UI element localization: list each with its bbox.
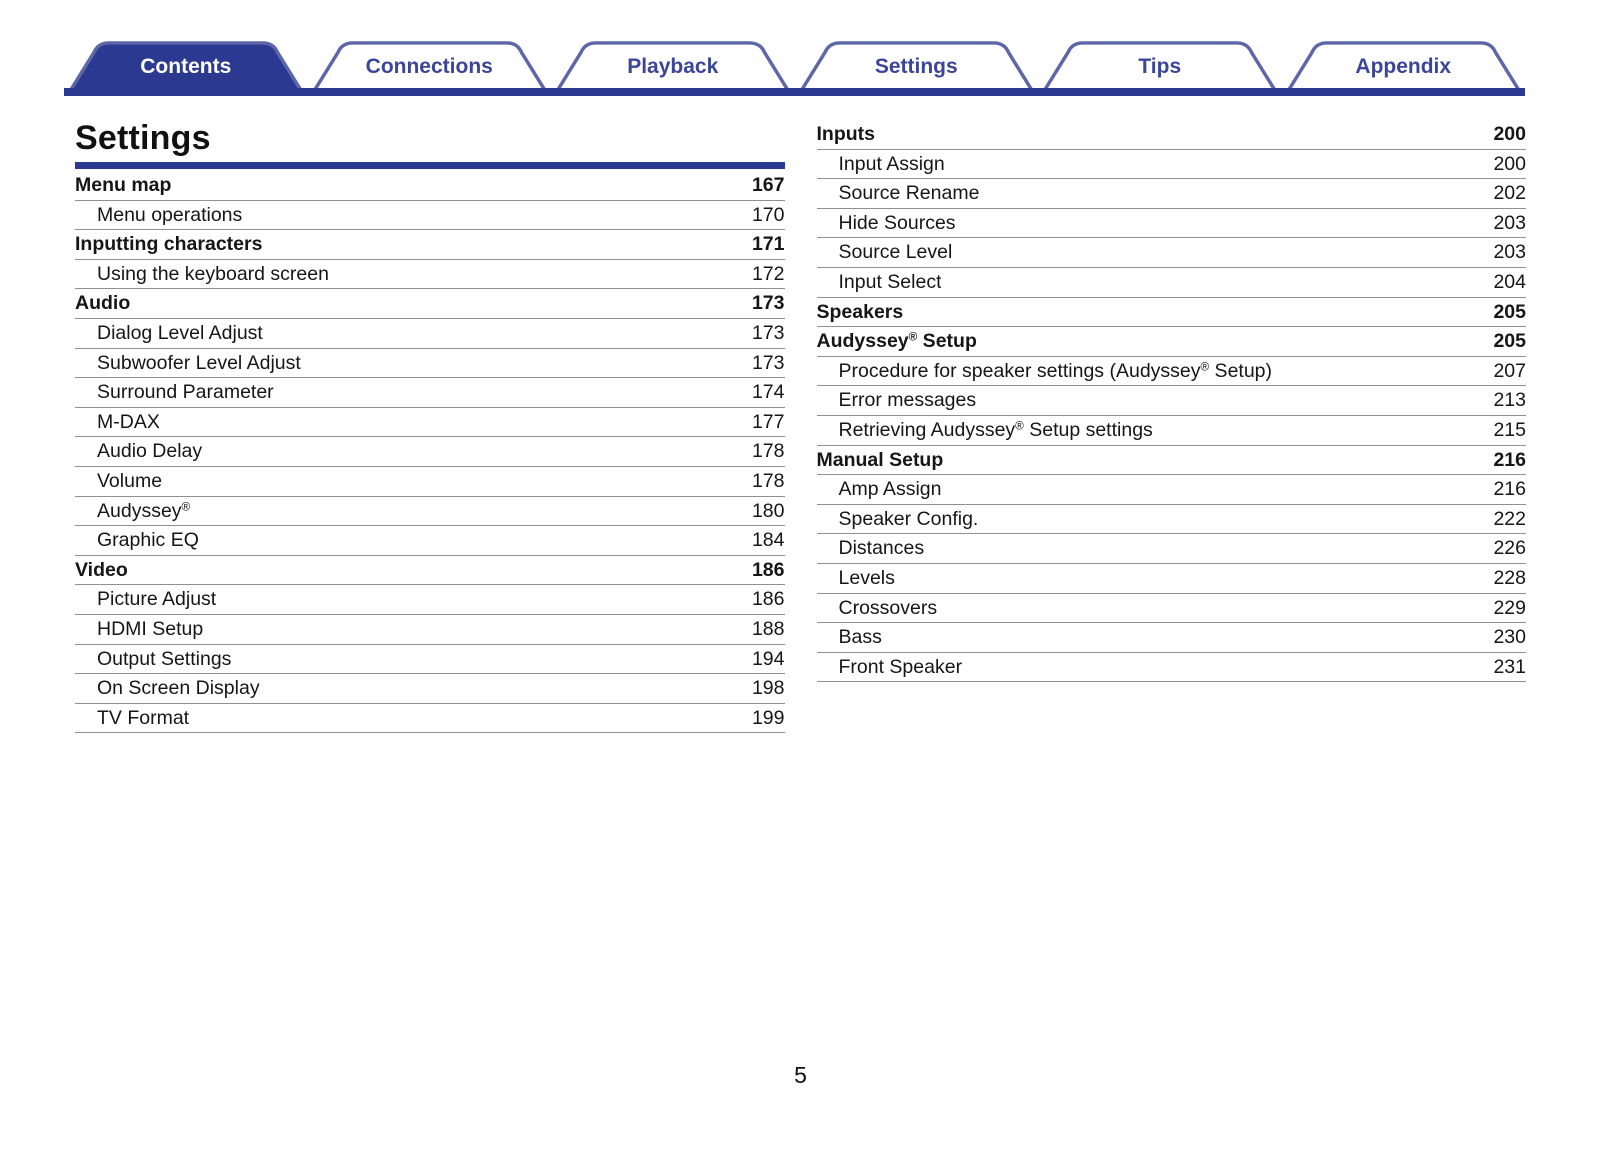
toc-entry-label: Volume	[97, 472, 163, 492]
toc-entry-label: Audio Delay	[97, 442, 203, 462]
toc-page-number: 178	[751, 470, 785, 493]
toc-entry-label: TV Format	[97, 708, 190, 729]
toc-page-number: 215	[1493, 419, 1526, 442]
toc-page-number: 222	[1493, 507, 1526, 530]
toc-row[interactable]	[75, 497, 785, 527]
toc-column-right	[817, 120, 1527, 682]
toc-row[interactable]	[817, 623, 1527, 653]
toc-page-number: 173	[751, 322, 785, 345]
toc-row[interactable]	[75, 260, 785, 290]
toc-entry-label: Video	[75, 560, 128, 581]
toc-row[interactable]	[817, 357, 1527, 387]
toc-entry-label: Graphic EQ	[97, 531, 199, 551]
toc-page-number: 186	[751, 558, 785, 581]
toc-page-number: 167	[751, 174, 785, 197]
toc-page-number: 174	[751, 381, 785, 404]
toc-page-number: 216	[1493, 478, 1526, 501]
tab-label: Tips	[1138, 55, 1182, 78]
toc-row[interactable]	[817, 594, 1527, 624]
toc-entry-label: Levels	[838, 569, 895, 589]
toc-row[interactable]	[75, 556, 785, 586]
toc-entry-label: Inputting characters	[75, 235, 263, 255]
toc-row[interactable]	[817, 327, 1527, 357]
toc-row[interactable]	[75, 230, 785, 260]
toc-page-number: 204	[1493, 271, 1526, 294]
tab-label: Contents	[140, 55, 232, 78]
toc-row[interactable]	[817, 150, 1527, 180]
toc-entry-label: Surround Parameter	[97, 383, 274, 403]
toc-row[interactable]	[817, 505, 1527, 535]
toc-entry-label: On Screen Display	[97, 679, 260, 699]
toc-row[interactable]	[75, 467, 785, 497]
toc-page-number: 205	[1493, 330, 1526, 353]
toc-entry-label: Distances	[838, 539, 925, 559]
toc-entry-label: Manual Setup	[816, 450, 944, 471]
toc-row[interactable]	[817, 653, 1527, 683]
toc-row[interactable]	[817, 268, 1527, 298]
toc-page-number: 226	[1493, 537, 1526, 560]
toc-entry-label: Retrieving Audyssey® Setup settings	[838, 421, 1153, 441]
toc-row[interactable]	[75, 437, 785, 467]
tab-label: Appendix	[1355, 55, 1452, 78]
toc-entry-label: Bass	[838, 628, 882, 648]
toc-page-number: 177	[751, 410, 785, 433]
toc-page-number: 203	[1493, 241, 1526, 264]
tab-label: Playback	[627, 55, 719, 78]
toc-entry-label: Dialog Level Adjust	[97, 324, 263, 344]
toc-page-number: 202	[1493, 182, 1526, 205]
toc-entry-label: Error messages	[838, 391, 977, 411]
toc-row[interactable]	[75, 526, 785, 556]
toc-row[interactable]	[75, 378, 785, 408]
toc-row[interactable]	[817, 475, 1527, 505]
toc-entry-label: Speaker Config.	[838, 509, 979, 530]
toc-entry-label: Picture Adjust	[97, 590, 217, 610]
toc-page-number: 186	[751, 588, 785, 611]
toc-row[interactable]	[75, 674, 785, 704]
page-number: 5	[794, 1062, 807, 1088]
toc-right-section	[817, 120, 1527, 733]
toc-row[interactable]	[75, 615, 785, 645]
toc-page-number: 229	[1493, 596, 1526, 619]
toc-row[interactable]	[817, 534, 1527, 564]
toc-row[interactable]	[817, 386, 1527, 416]
toc-row[interactable]	[817, 446, 1527, 476]
toc-entry-label: Output Settings	[97, 649, 232, 670]
toc-page-number: 198	[751, 677, 785, 700]
toc-row[interactable]	[817, 238, 1527, 268]
toc-page-number: 171	[751, 233, 785, 256]
toc-page-number: 173	[751, 351, 785, 374]
manual-contents-page	[0, 40, 1600, 1088]
toc-page-number: 213	[1493, 389, 1526, 412]
toc-page-number: 199	[751, 706, 785, 729]
toc-row[interactable]	[75, 585, 785, 615]
toc-entry-label: Source Level	[838, 243, 953, 263]
toc-row[interactable]	[75, 289, 785, 319]
tab-label: Settings	[874, 55, 958, 78]
heading-rule	[75, 162, 785, 169]
toc-entry-label: Amp Assign	[838, 480, 942, 500]
toc-row[interactable]	[75, 645, 785, 675]
toc-content	[75, 118, 1526, 733]
toc-row[interactable]	[75, 704, 785, 734]
toc-row[interactable]	[817, 179, 1527, 209]
toc-page-number: 205	[1493, 300, 1526, 323]
toc-entry-label: Menu map	[75, 176, 172, 196]
toc-row[interactable]	[817, 120, 1527, 150]
toc-entry-label: Source Rename	[838, 184, 980, 204]
toc-page-number: 228	[1493, 567, 1526, 589]
toc-entry-label: Inputs	[816, 125, 875, 145]
toc-row[interactable]	[75, 201, 785, 231]
toc-row[interactable]	[75, 319, 785, 349]
tab-label: Connections	[365, 55, 493, 78]
toc-row[interactable]	[817, 209, 1527, 239]
toc-row[interactable]	[75, 349, 785, 379]
toc-page-number: 170	[751, 203, 785, 226]
toc-page-number: 203	[1493, 211, 1526, 234]
toc-page-number: 194	[751, 647, 785, 670]
toc-entry-label: Input Select	[838, 273, 942, 293]
toc-entry-label: Using the keyboard screen	[97, 264, 329, 285]
toc-entry-label: Speakers	[816, 302, 904, 323]
tab-bar-underline	[64, 88, 1525, 96]
toc-page-number: 231	[1493, 655, 1526, 678]
toc-row[interactable]	[75, 171, 785, 201]
toc-entry-label: HDMI Setup	[97, 620, 204, 640]
toc-column-left	[75, 171, 785, 733]
toc-entry-label: Front Speaker	[838, 657, 963, 678]
toc-entry-label: Input Assign	[838, 154, 945, 175]
toc-page-number: 230	[1493, 626, 1526, 649]
toc-row[interactable]	[817, 564, 1527, 594]
toc-page-number: 216	[1493, 448, 1526, 471]
page-title: Settings	[75, 119, 211, 157]
toc-entry-label: Audyssey® Setup	[816, 332, 977, 352]
toc-page-number: 173	[751, 292, 785, 315]
toc-page-number: 172	[751, 262, 785, 285]
toc-page-number: 180	[751, 499, 785, 522]
toc-left-section	[75, 118, 785, 733]
toc-entry-label: Hide Sources	[838, 213, 956, 234]
toc-page-number: 188	[751, 618, 785, 640]
toc-row[interactable]	[75, 408, 785, 438]
toc-entry-label: Procedure for speaker settings (Audyssey® Setup)	[838, 361, 1273, 382]
toc-entry-label: Audio	[75, 294, 131, 314]
tab-bar	[64, 40, 1525, 96]
toc-page-number: 207	[1493, 359, 1526, 382]
toc-row[interactable]	[817, 416, 1527, 446]
toc-page-number: 184	[751, 529, 785, 552]
toc-page-number: 178	[751, 440, 785, 463]
toc-page-number: 200	[1493, 123, 1526, 146]
toc-row[interactable]	[817, 298, 1527, 328]
toc-entry-label: Menu operations	[97, 205, 243, 226]
toc-page-number: 200	[1493, 152, 1526, 175]
toc-entry-label: Audyssey®	[97, 501, 191, 522]
toc-entry-label: M-DAX	[97, 412, 160, 433]
toc-entry-label: Subwoofer Level Adjust	[97, 353, 301, 374]
toc-entry-label: Crossovers	[838, 598, 938, 619]
